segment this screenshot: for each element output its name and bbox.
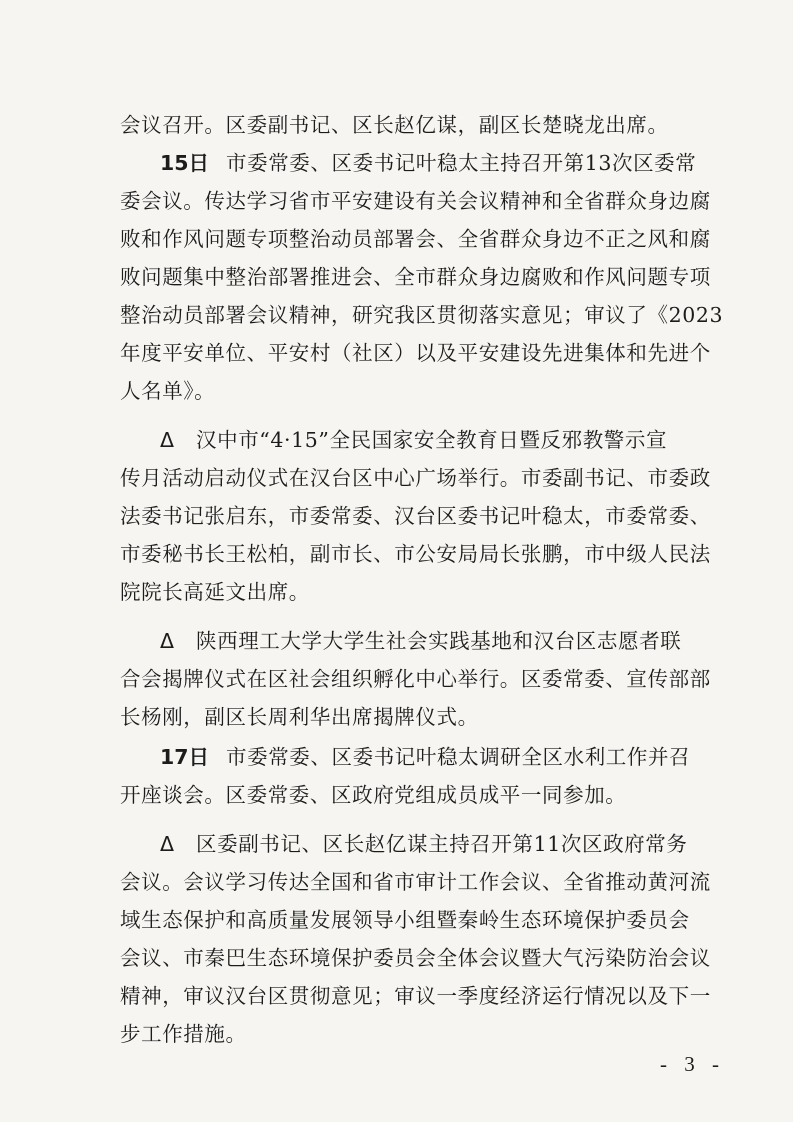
- text-line: 区委副书记、区长赵亿谋主持召开第11次区政府常务: [196, 832, 688, 856]
- delta-marker: Δ: [160, 428, 175, 452]
- text-line: 会议、市秦巴生态环境保护委员会全体会议暨大气污染防治会议: [120, 946, 711, 970]
- text-line: 汉中市“4·15”全民国家安全教育日暨反邪教警示宣: [196, 428, 668, 452]
- text-line: 精神，审议汉台区贯彻意见；审议一季度经济运行情况以及下一: [120, 984, 711, 1008]
- text-line: 院院长高延文出席。: [120, 580, 310, 604]
- text-line: 整治动员部署会议精神，研究我区贯彻落实意见；审议了《2023: [120, 303, 724, 327]
- text-line: 市委常委、区委书记叶稳太主持召开第13次区委常: [226, 151, 697, 175]
- text-line: 委会议。传达学习省市平安建设有关会议精神和全省群众身边腐: [120, 189, 711, 213]
- text-line: 败和作风问题专项整治动员部署会、全省群众身边不正之风和腐: [120, 227, 711, 251]
- text-line: 市委常委、区委书记叶稳太调研全区水利工作并召: [226, 745, 691, 769]
- text-line: 陕西理工大学大学生社会实践基地和汉台区志愿者联: [196, 629, 682, 653]
- text-line: 步工作措施。: [120, 1022, 247, 1046]
- delta-marker: Δ: [160, 832, 175, 856]
- text-line: 市委秘书长王松柏，副市长、市公安局局长张鹏，市中级人民法: [120, 542, 711, 566]
- text-line: 年度平安单位、平安村（社区）以及平安建设先进集体和先进个: [120, 341, 711, 365]
- text-line: 开座谈会。区委常委、区政府党组成员成平一同参加。: [120, 783, 627, 807]
- text-line: 长杨刚，副区长周利华出席揭牌仪式。: [120, 705, 479, 729]
- date-label: 17日: [160, 745, 210, 769]
- text-line: 会议。会议学习传达全国和省市审计工作会议、全省推动黄河流: [120, 870, 711, 894]
- text-line: 人名单》。: [120, 379, 216, 403]
- date-label: 15日: [160, 151, 210, 175]
- delta-marker: Δ: [160, 629, 175, 653]
- text-line: 败问题集中整治部署推进会、全市群众身边腐败和作风问题专项: [120, 265, 711, 289]
- text-line: 法委书记张启东，市委常委、汉台区委书记叶稳太，市委常委、: [120, 504, 711, 528]
- text-line: 合会揭牌仪式在区社会组织孵化中心举行。区委常委、宣传部部: [120, 667, 711, 691]
- page-number: - 3 -: [660, 1052, 725, 1076]
- text-line: 域生态保护和高质量发展领导小组暨秦岭生态环境保护委员会: [120, 908, 690, 932]
- text-line: 传月活动启动仪式在汉台区中心广场举行。市委副书记、市委政: [120, 466, 711, 490]
- text-line: 会议召开。区委副书记、区长赵亿谋，副区长楚晓龙出席。: [120, 113, 669, 137]
